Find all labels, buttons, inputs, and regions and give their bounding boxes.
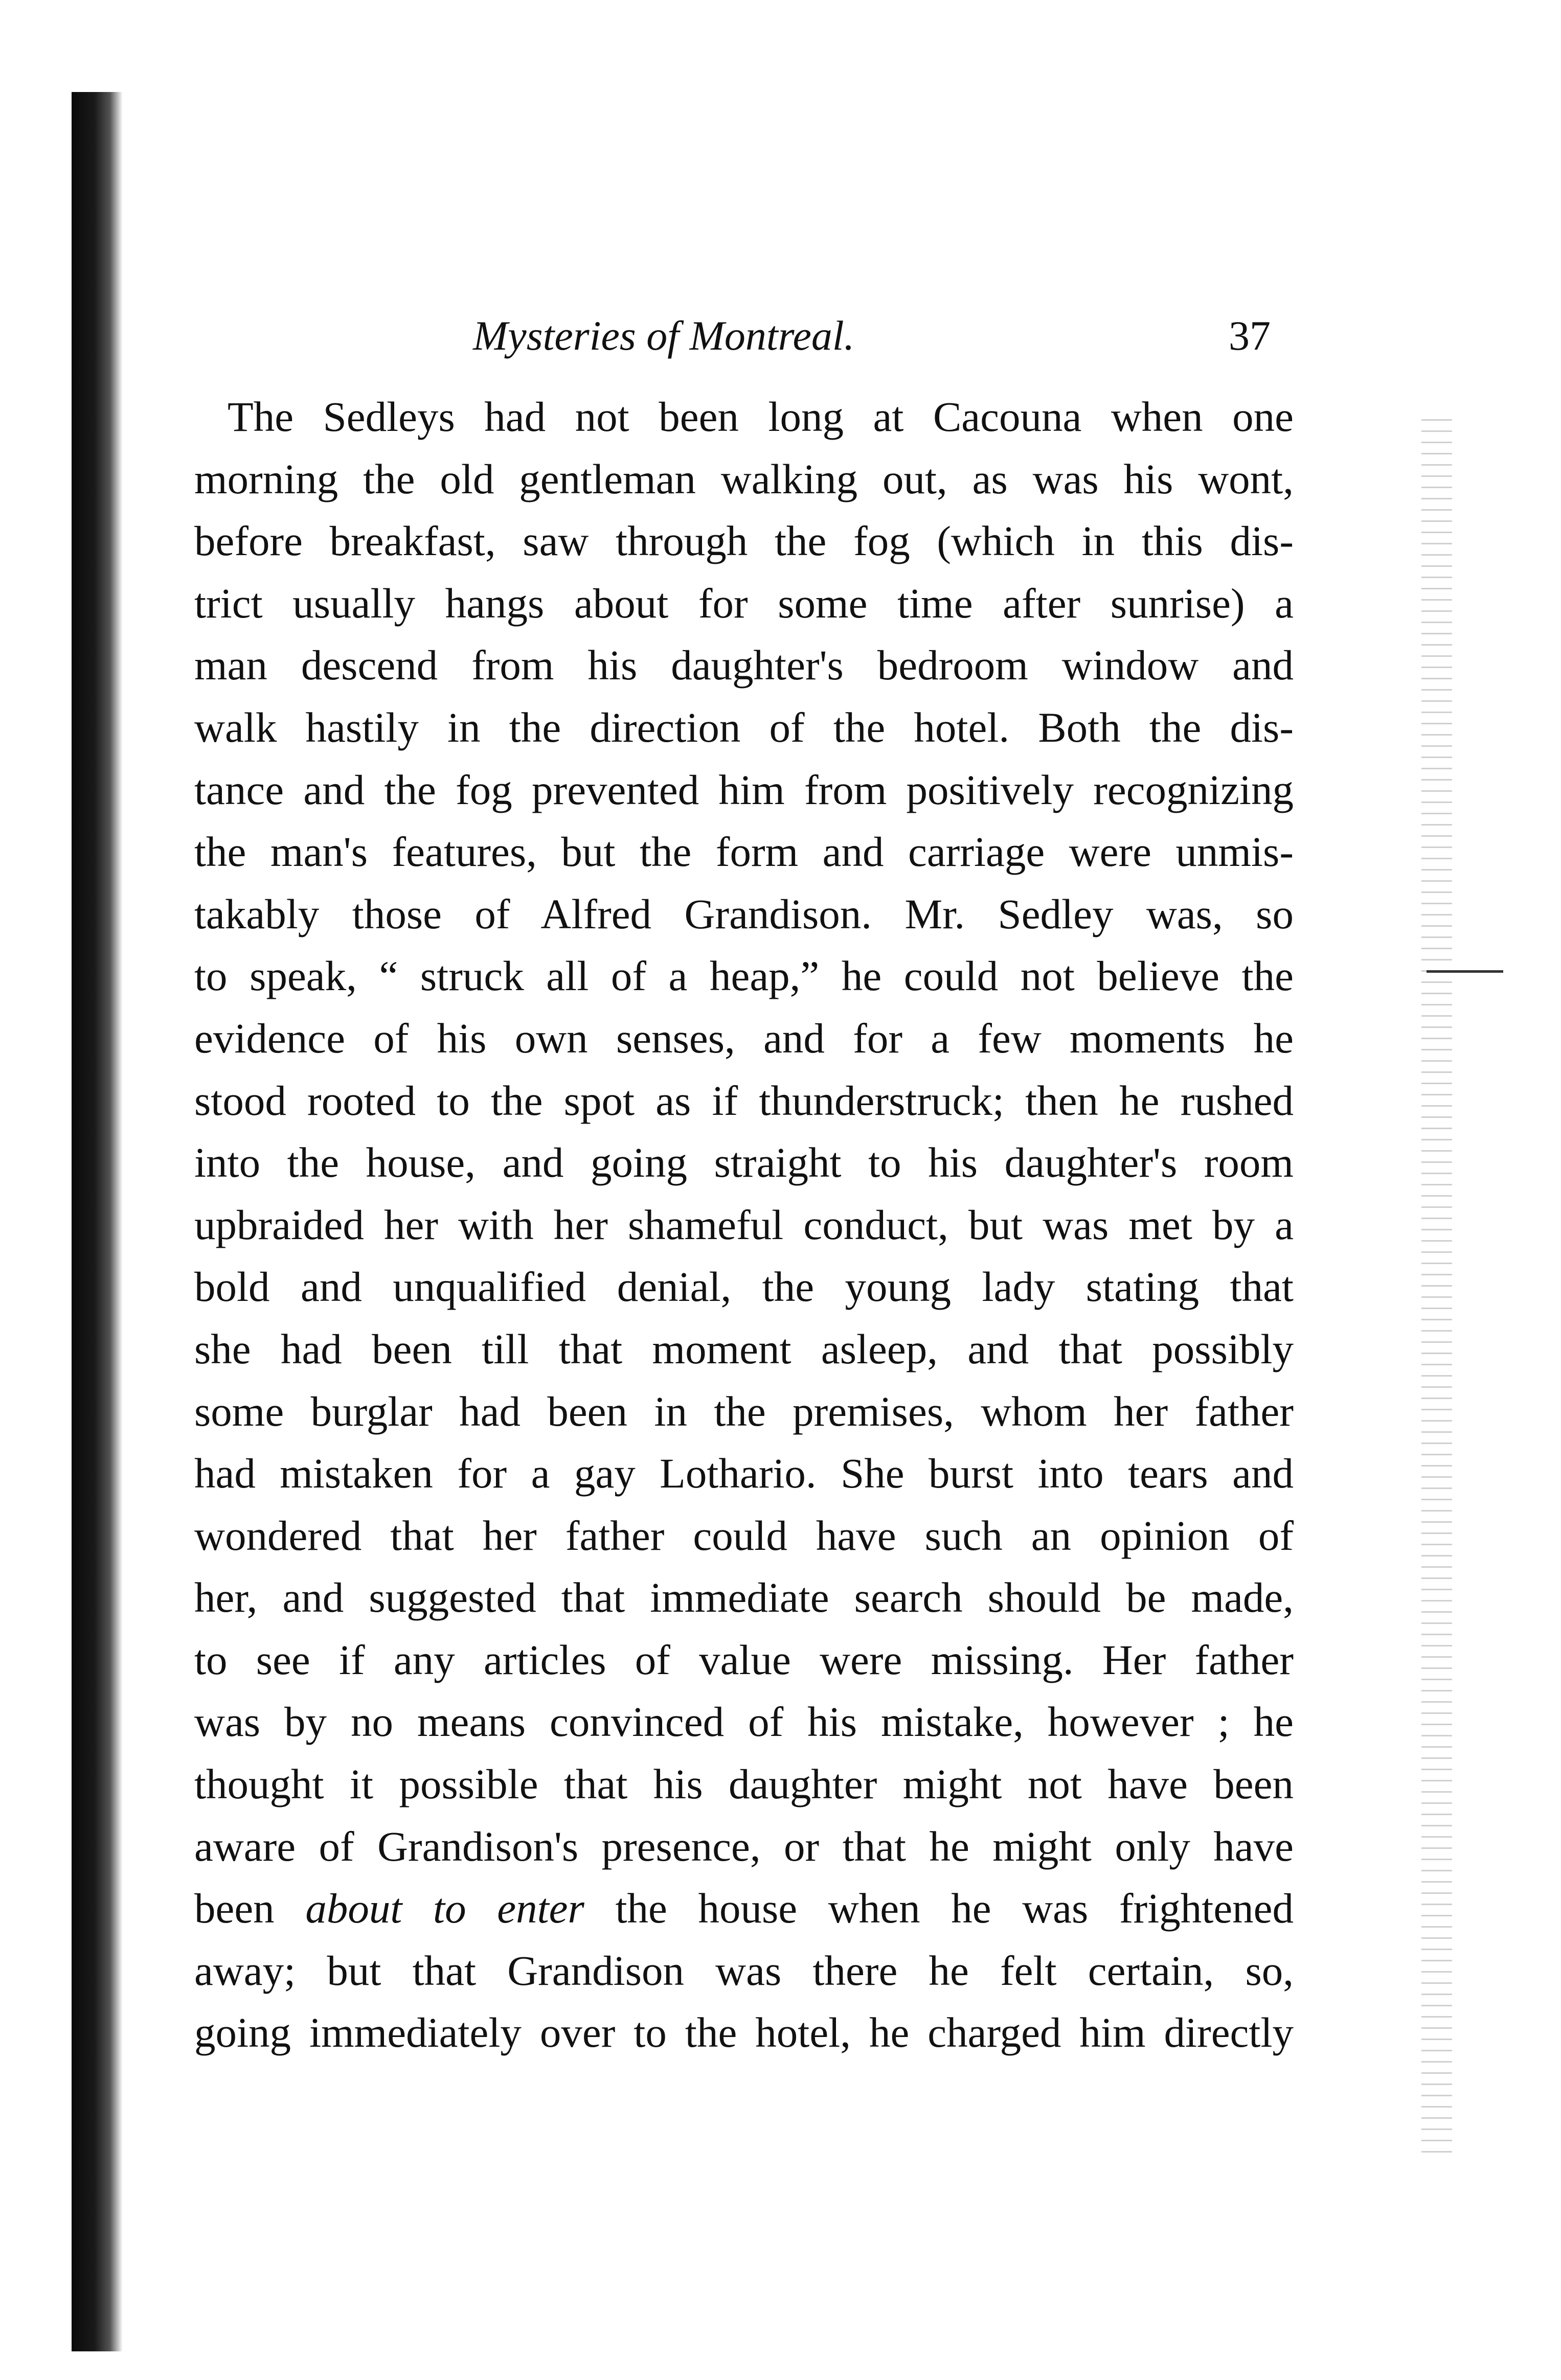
body-text <box>194 386 1294 2064</box>
text-line: walk hastily in the direction of the hotel. Both the dis- <box>194 703 1294 751</box>
text-line: upbraided her with her shameful conduct, but was met by a <box>194 1201 1294 1248</box>
text-line: thought it possible that his daughter might not have been <box>194 1760 1294 1808</box>
margin-mark <box>1427 970 1503 973</box>
text-line: man descend from his daughter's bedroom window and <box>194 642 1294 689</box>
binding-edge-shadow <box>72 92 123 2351</box>
margin-speckle <box>1421 419 1452 2157</box>
text-line: into the house, and going straight to his daughter's room <box>194 1139 1294 1186</box>
text-line: takably those of Alfred Grandison. Mr. Sedley was, so <box>194 890 1294 937</box>
text-line: wondered that her father could have such an opinion of <box>194 1512 1294 1559</box>
text-line: away; but that Grandison was there he felt certain, so, <box>194 1947 1294 1994</box>
running-header <box>197 307 1291 368</box>
text-line: The Sedleys had not been long at Cacouna when one <box>228 393 1294 440</box>
text-line: was by no means convinced of his mistake, however ; he <box>194 1698 1294 1746</box>
text-line: evidence of his own senses, and for a few moments he <box>194 1014 1294 1062</box>
running-title: Mysteries of Montreal. <box>473 312 855 359</box>
text-line: stood rooted to the spot as if thunderstruck; then he rushed <box>194 1077 1294 1124</box>
text-line: bold and unqualified denial, the young lady stating that <box>194 1263 1294 1311</box>
page-number: 37 <box>1229 312 1271 359</box>
text-line: aware of Grandison's presence, or that he might only have <box>194 1822 1294 1870</box>
text-line: before breakfast, saw through the fog (which in this dis- <box>194 517 1294 565</box>
text-segment: been <box>194 1885 275 1932</box>
text-line: to see if any articles of value were missing. Her father <box>194 1636 1294 1683</box>
text-line-mixed <box>194 1878 1294 1940</box>
text-line: she had been till that moment asleep, and that possibly <box>194 1325 1294 1372</box>
text-line: the man's features, but the form and carriage were unmis- <box>194 828 1294 876</box>
text-line: had mistaken for a gay Lothario. She burst into tears and <box>194 1450 1294 1497</box>
text-line: some burglar had been in the premises, whom her father <box>194 1387 1294 1435</box>
italic-phrase: about to enter <box>305 1885 584 1932</box>
text-line: tance and the fog prevented him from positively recognizing <box>194 766 1294 813</box>
text-line: going immediately over to the hotel, he charged him directly <box>194 2009 1294 2056</box>
text-line: morning the old gentleman walking out, as was his wont, <box>194 455 1294 502</box>
text-line: trict usually hangs about for some time after sunrise) a <box>194 579 1294 627</box>
text-line: her, and suggested that immediate search should be made, <box>194 1574 1294 1621</box>
text-line: to speak, “ struck all of a heap,” he could not believe the <box>194 952 1294 1000</box>
text-segment: the house when he was frightened <box>615 1885 1294 1932</box>
